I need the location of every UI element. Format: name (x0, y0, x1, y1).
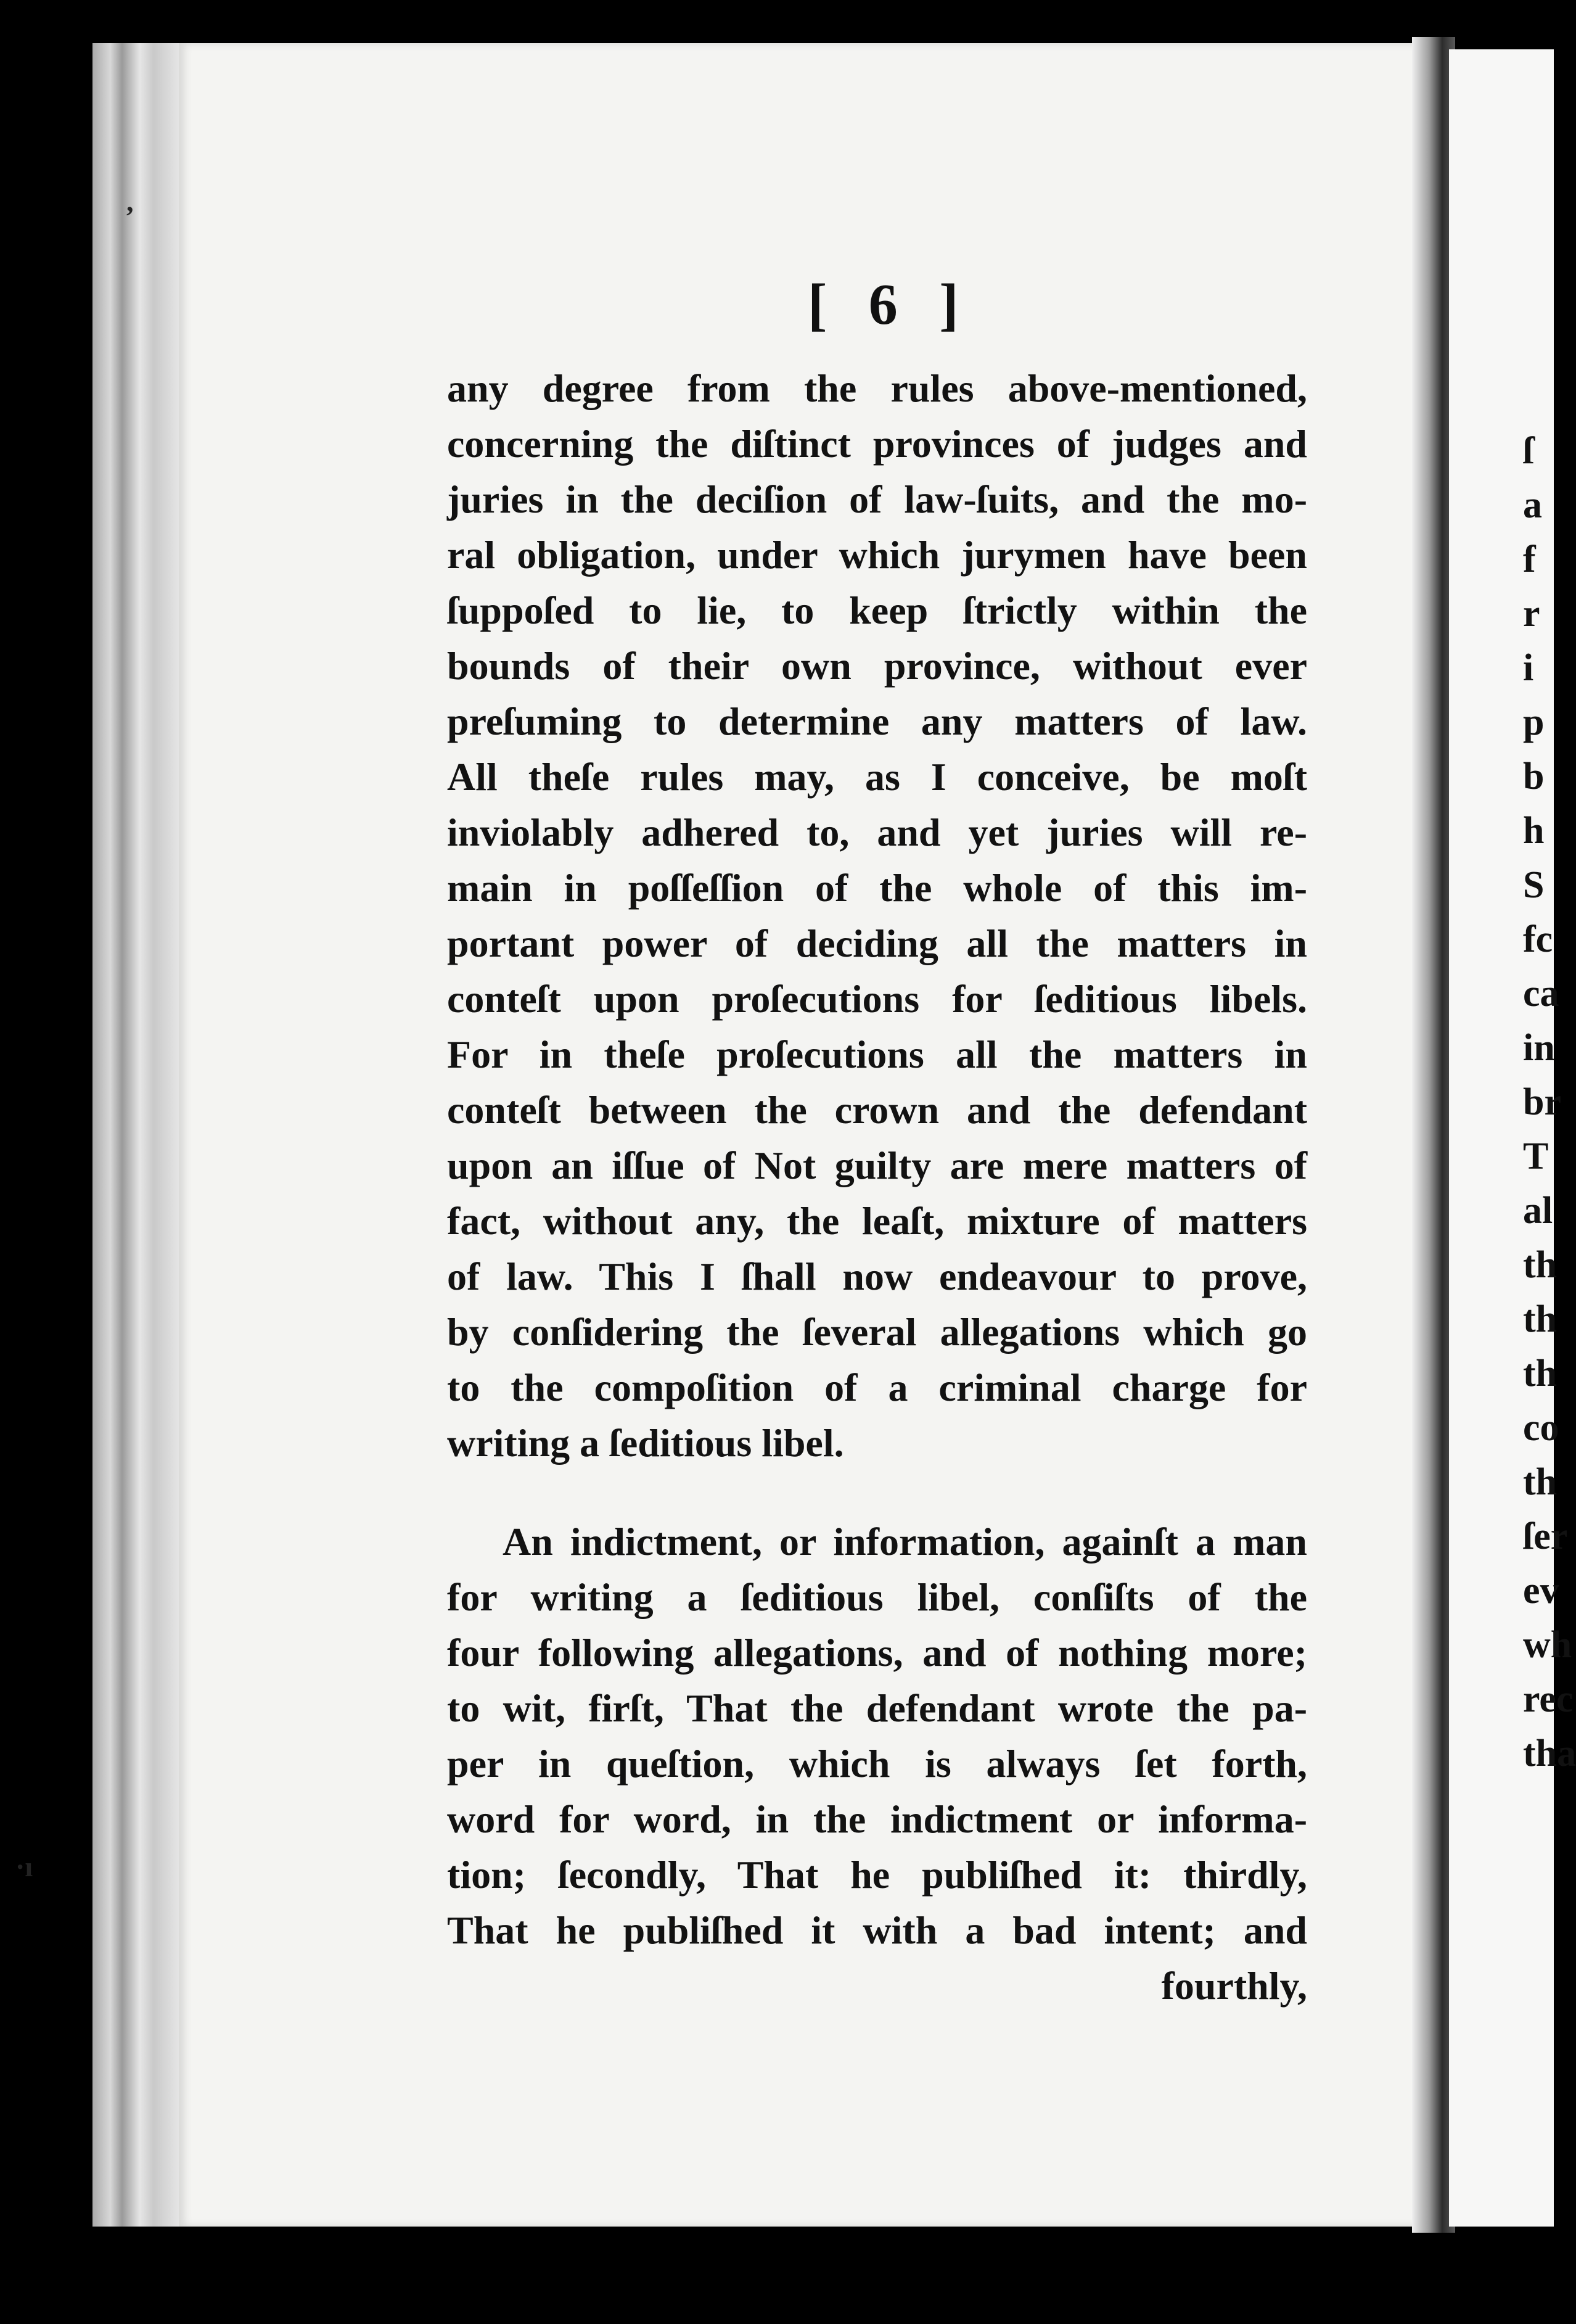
facing-page-fragment: in (1523, 1027, 1555, 1069)
facing-page-fragment: th (1523, 1298, 1558, 1340)
page-number: [ 6 ] (808, 273, 972, 337)
text-line: to wit, firſt, That the defendant wrote the pa- (447, 1686, 1307, 1730)
facing-page-fragment: ſ (1523, 430, 1534, 472)
text-line: For in theſe proſecutions all the matters in (447, 1032, 1307, 1076)
text-line: concerning the diſtinct provinces of judges and (447, 422, 1307, 466)
facing-page-fragment: rec (1523, 1678, 1574, 1720)
facing-page-fragment: br (1523, 1081, 1561, 1123)
facing-page-fragment: al (1523, 1190, 1553, 1232)
text-line: conteſt upon proſecutions for ſeditious libels. (447, 977, 1307, 1021)
paragraph-gap (447, 1471, 1307, 1514)
text-line: per in queſtion, which is always ſet forth, (447, 1742, 1307, 1786)
text-line: That he publiſhed it with a bad intent; and (447, 1908, 1307, 1952)
text-line: juries in the deciſion of law-ſuits, and the mo- (447, 477, 1307, 521)
text-line: of law. This I ſhall now endeavour to prove, (447, 1255, 1307, 1298)
facing-page-fragment: f (1523, 538, 1536, 580)
facing-page-fragment: h (1523, 810, 1545, 852)
text-line: four following allegations, and of nothing more; (447, 1631, 1307, 1675)
margin-mark: ·ı (15, 1851, 33, 1882)
text-line: upon an iſſue of Not guilty are mere matters of (447, 1143, 1307, 1187)
text-line: main in poſſeſſion of the whole of this im- (447, 866, 1307, 910)
facing-page-fragment: p (1523, 701, 1545, 743)
text-line: by conſidering the ſeveral allegations which go (447, 1310, 1307, 1354)
facing-page-fragment: T (1523, 1135, 1549, 1177)
facing-page-fragment: th (1523, 1461, 1558, 1503)
body-text (447, 361, 1307, 2014)
text-line: conteſt between the crown and the defendant (447, 1088, 1307, 1132)
text-line: fourthly, (1161, 1964, 1307, 2008)
facing-page-fragment: ca (1523, 973, 1559, 1015)
facing-page (1449, 49, 1576, 2227)
text-line: inviolably adhered to, and yet juries will re- (447, 810, 1307, 854)
facing-page-fragment: ſer (1523, 1515, 1568, 1557)
facing-page-fragment: wh (1523, 1624, 1572, 1666)
text-line: fact, without any, the leaſt, mixture of matters (447, 1199, 1307, 1243)
text-line: word for word, in the indictment or informa- (447, 1797, 1307, 1841)
facing-page-fragment: a (1523, 484, 1542, 526)
text-line: writing a ſeditious libel. (447, 1421, 844, 1465)
binding-gutter (92, 43, 191, 2227)
facing-page-fragment: ev (1523, 1570, 1559, 1612)
text-line: for writing a ſeditious libel, conſiſts of the (447, 1575, 1307, 1619)
text-line: ral obligation, under which jurymen have been (447, 533, 1307, 577)
facing-page-fragment: fc (1523, 918, 1553, 960)
text-line: portant power of deciding all the matters in (447, 921, 1307, 965)
facing-page-fragment: th (1523, 1353, 1558, 1395)
facing-page-fragment: b (1523, 756, 1545, 797)
facing-page-fragment: r (1523, 593, 1540, 635)
text-line: to the compoſition of a criminal charge for (447, 1366, 1307, 1409)
text-line: preſuming to determine any matters of law. (447, 699, 1307, 743)
facing-page-fragment: co (1523, 1407, 1559, 1449)
facing-page-fragment: th (1523, 1244, 1558, 1286)
facing-page-fragment: tha (1523, 1733, 1576, 1774)
text-line: All theſe rules may, as I conceive, be moſt (447, 755, 1307, 799)
text-line: An indictment, or information, againſt a man (503, 1520, 1307, 1564)
facing-page-fragment: i (1523, 647, 1534, 689)
text-line: tion; ſecondly, That he publiſhed it: thirdly, (447, 1853, 1307, 1897)
text-line: ſuppoſed to lie, to keep ſtrictly within the (447, 588, 1307, 632)
text-line: any degree from the rules above-mentioned, (447, 366, 1307, 410)
margin-mark: , (126, 186, 134, 217)
facing-page-fragment: S (1523, 864, 1545, 906)
text-line: bounds of their own province, without ever (447, 644, 1307, 688)
